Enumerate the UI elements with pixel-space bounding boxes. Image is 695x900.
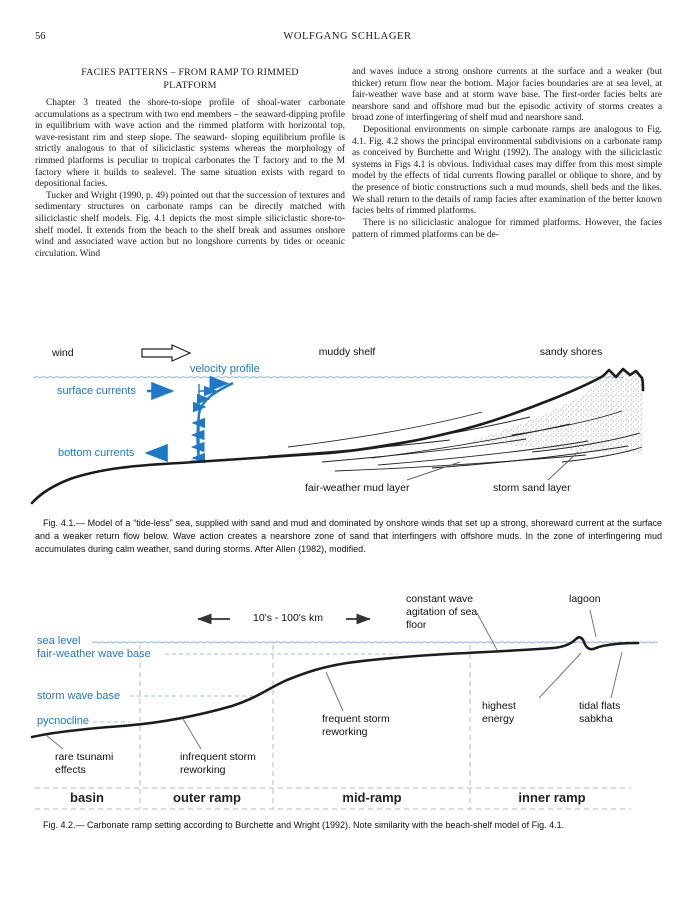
section-heading-line2: PLATFORM bbox=[163, 80, 217, 92]
zone-outer-ramp-label: outer ramp bbox=[173, 790, 241, 805]
sea-surface-wave bbox=[33, 377, 623, 378]
right-paragraph-2: Depositional environments on simple carbonate ramps are analogous to Fig. 4.1. Fig. 4.2 shows the principal environmental subdivisions on a carbonate ramp as conceived by Burchette and Wright (1992). The analogy with the siliciclastic systems in Figs 4.1 is obvious. Individual cases may differ from this most simple model by the effects of tidal currents flowing parallel or oblique to shore, and by the presence of biotic constructions such a mud mounds, shell beds and the likes. We shall return to the details of ramp facies after examination of the better known facies belts of rimmed platforms. bbox=[352, 125, 662, 217]
tidal-flats-sabkha-label: tidal flats sabkha bbox=[579, 700, 621, 725]
running-head: WOLFGANG SCHLAGER bbox=[283, 31, 412, 42]
figure-4-1-caption-text: Fig. 4.1.— Model of a “tide-less” sea, supplied with sand and mud and dominated by onshore winds that set up a strong, shoreward current at the surface and a weaker return flow below. Wave action creates a nearshore zone of sand that interfingers with offshore muds. In the zone of interfingering mud accumulates during calm weather, sand during storms. After Allen (1982), modified. bbox=[35, 518, 662, 554]
zone-divider-lines bbox=[140, 645, 470, 809]
figure-4-1-caption bbox=[35, 517, 662, 556]
mud-layer-leader-line bbox=[407, 462, 460, 480]
page-number: 56 bbox=[35, 31, 46, 42]
lagoon-label: lagoon bbox=[569, 593, 601, 605]
left-paragraph-2: Tucker and Wright (1990, p. 49) pointed out that the succession of textures and sedimentary structures on carbonate ramps can be directly matched with siliciclastic shelf models. Fig. 4.1 depicts the most simple siliciclastic shore-to-shelf model. It extends from the beach to the shelf break and assumes onshore wind and associated wave action but no longshore currents by tides or oceanic circulation. Wind bbox=[35, 190, 345, 259]
rare-tsunami-effects-label: rare tsunami effects bbox=[55, 751, 114, 776]
distance-scale-label: 10's - 100's km bbox=[230, 612, 346, 625]
left-paragraph-1: Chapter 3 treated the shore-to-slope profile of shoal-water carbonate accumulations as a spectrum with two end members – the seaward-dipping profile in equilibrium with wave action and the rimmed platform with horizontal top, wave-resistant rim and steep slope. The seaward- sloping equilibrium profile is strictly analogous to that of siliciclastic systems whereas the morphology of rimmed platforms is peculiar to tropical carbonates the T factory and to the M factory where it builds to sealevel. The same situation exists with regard to depositional facies. bbox=[35, 98, 345, 190]
frequent-storm-reworking-label: frequent storm reworking bbox=[322, 713, 390, 738]
wind-label: wind bbox=[52, 347, 74, 359]
figure-4-1 bbox=[30, 344, 690, 516]
right-paragraph-1: and waves induce a strong onshore currents at the surface and a weaker (but thicker) return flow near the bottom. Major facies boundaries are at sea level, at fair-weather wave base and at storm wave base. The first-order facies belts are nearshore sand and offshore mud but the episodic activity of storms creates a broad zone of interfingering of shelf mud and nearshore sand. bbox=[352, 67, 662, 124]
storm-wave-base-label: storm wave base bbox=[37, 690, 121, 702]
surface-currents-label: surface currents bbox=[57, 385, 136, 397]
velocity-profile-diagram bbox=[191, 383, 233, 461]
figure-4-2-caption bbox=[35, 819, 662, 832]
right-paragraph-3: There is no siliciclastic analogue for rimmed platforms. However, the facies pattern of rimmed platforms can be de- bbox=[352, 217, 662, 240]
zone-mid-ramp-label: mid-ramp bbox=[342, 790, 402, 805]
figure-4-2-caption-text: Fig. 4.2.— Carbonate ramp setting according to Burchette and Wright (1992). Note similarity with the beach-shelf model of Fig. 4.1. bbox=[43, 820, 565, 830]
highest-energy-label: highest energy bbox=[482, 700, 516, 725]
sandy-shores-label: sandy shores bbox=[539, 346, 603, 358]
section-heading-line1: FACIES PATTERNS – FROM RAMP TO RIMMED bbox=[81, 67, 299, 78]
infrequent-storm-reworking-label: infrequent storm reworking bbox=[180, 751, 256, 776]
figure-4-2 bbox=[30, 588, 690, 823]
fair-weather-mud-layer-label: fair-weather mud layer bbox=[305, 482, 410, 494]
constant-wave-agitation-label: constant wave agitation of sea floor bbox=[406, 593, 478, 631]
section-heading bbox=[35, 66, 345, 92]
muddy-shelf-label: muddy shelf bbox=[318, 346, 376, 358]
storm-sand-layer-label: storm sand layer bbox=[493, 482, 571, 494]
zone-inner-ramp-label: inner ramp bbox=[518, 790, 586, 805]
velocity-profile-label: velocity profile bbox=[190, 363, 260, 375]
bottom-currents-label: bottom currents bbox=[58, 447, 135, 459]
wind-arrow-icon bbox=[142, 345, 190, 361]
left-column bbox=[35, 98, 345, 261]
right-column bbox=[352, 67, 662, 241]
fair-weather-wave-base-label: fair-weather wave base bbox=[37, 648, 151, 660]
sand-wedge bbox=[468, 369, 643, 454]
zone-basin-label: basin bbox=[70, 790, 104, 805]
sea-level-label: sea level bbox=[37, 635, 81, 647]
pycnocline-label: pycnocline bbox=[37, 715, 89, 727]
